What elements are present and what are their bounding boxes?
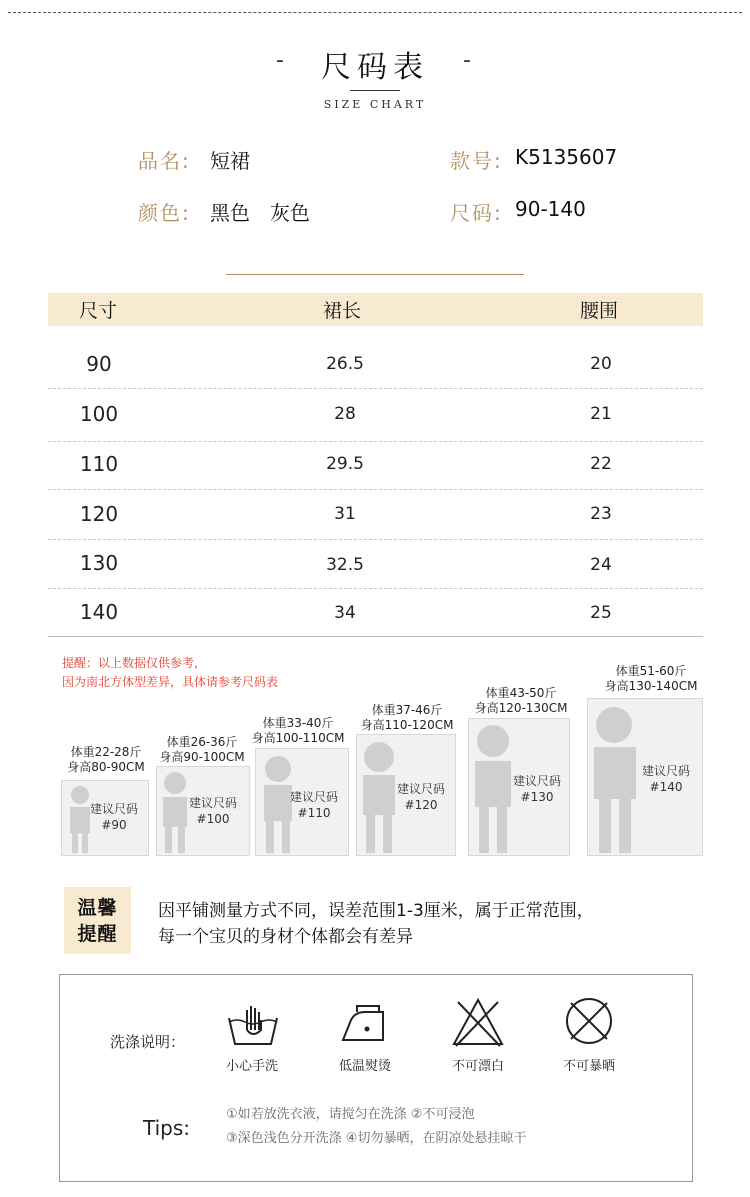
kid-weight: 体重33-40斤 bbox=[262, 716, 334, 730]
row-divider bbox=[48, 539, 703, 540]
no-sun-dry-label: 不可暴晒 bbox=[562, 1059, 615, 1074]
kid-height: 身高90-100CM bbox=[159, 750, 245, 764]
kid-height: 身高80-90CM bbox=[67, 760, 145, 774]
kid-info-100 bbox=[152, 735, 252, 765]
tag-line-2: 提醒 bbox=[77, 923, 118, 945]
product-color-value: 黑色 灰色 bbox=[210, 201, 310, 225]
table-cell-length: 26.5 bbox=[326, 354, 364, 374]
kid-suggest-size: #120 bbox=[404, 798, 438, 812]
table-cell-size: 130 bbox=[79, 551, 119, 575]
kid-suggest-label: 建议尺码 bbox=[289, 790, 338, 804]
kid-card-90 bbox=[61, 780, 149, 856]
kid-weight: 体重37-46斤 bbox=[371, 703, 443, 717]
kid-card-130 bbox=[468, 718, 570, 856]
kid-info-140 bbox=[593, 664, 709, 694]
no-bleach-label: 不可漂白 bbox=[451, 1059, 504, 1074]
note-line-1: 因平铺测量方式不同，误差范围1-3厘米，属于正常范围， bbox=[158, 901, 594, 921]
row-divider bbox=[48, 388, 703, 389]
kid-card-140 bbox=[587, 698, 703, 856]
table-cell-size: 140 bbox=[79, 600, 119, 624]
low-iron-label: 低温熨烫 bbox=[338, 1059, 391, 1074]
kid-suggest-label: 建议尺码 bbox=[188, 796, 237, 810]
kid-suggest bbox=[84, 801, 144, 833]
product-name-value: 短裙 bbox=[210, 149, 250, 173]
table-cell-size: 110 bbox=[79, 452, 119, 476]
kid-info-90 bbox=[56, 745, 156, 775]
table-cell-length: 32.5 bbox=[326, 555, 364, 575]
kid-card-110 bbox=[255, 748, 349, 856]
tips-line-2: ③深色浅色分开洗涤 ④切勿暴晒，在阴凉处悬挂晾干 bbox=[226, 1131, 527, 1146]
product-code-label: 款号: bbox=[450, 149, 503, 173]
kid-weight: 体重51-60斤 bbox=[615, 664, 687, 678]
kid-suggest-size: #110 bbox=[297, 806, 331, 820]
table-header-skirt-length: 裙长 bbox=[323, 300, 362, 322]
table-header-waist: 腰围 bbox=[580, 300, 619, 322]
kid-suggest-label: 建议尺码 bbox=[396, 782, 445, 796]
table-cell-waist: 20 bbox=[590, 354, 612, 374]
kid-suggest bbox=[183, 795, 243, 827]
page-title: 尺码表 bbox=[321, 50, 429, 85]
reminder-line-2: 因为南北方体型差异，具体请参考尺码表 bbox=[62, 675, 279, 689]
table-header-size: 尺寸 bbox=[79, 300, 118, 322]
table-cell-length: 29.5 bbox=[326, 454, 364, 474]
tips-label: Tips: bbox=[143, 1116, 191, 1140]
kid-weight: 体重22-28斤 bbox=[70, 745, 142, 759]
table-cell-length: 28 bbox=[334, 404, 356, 424]
product-color-label: 颜色: bbox=[138, 201, 191, 225]
row-divider bbox=[48, 588, 703, 589]
kid-suggest-label: 建议尺码 bbox=[89, 802, 138, 816]
section-divider bbox=[226, 274, 524, 275]
title-dash-left: - bbox=[276, 48, 284, 73]
kid-suggest bbox=[634, 763, 698, 795]
kid-info-120 bbox=[352, 703, 462, 733]
row-divider bbox=[48, 489, 703, 490]
kid-info-130 bbox=[466, 686, 576, 716]
no-bleach-icon bbox=[450, 996, 506, 1048]
reminder-line-1: 提醒：以上数据仅供参考， bbox=[62, 656, 207, 670]
care-label: 洗涤说明： bbox=[110, 1033, 186, 1051]
row-divider bbox=[48, 441, 703, 442]
table-cell-waist: 24 bbox=[590, 555, 612, 575]
table-cell-size: 120 bbox=[79, 502, 119, 526]
kid-suggest-size: #140 bbox=[649, 780, 683, 794]
product-name-label: 品名: bbox=[138, 149, 191, 173]
kid-card-100 bbox=[156, 766, 250, 856]
kid-height: 身高130-140CM bbox=[604, 679, 698, 693]
product-size-label: 尺码: bbox=[450, 201, 503, 225]
kid-weight: 体重43-50斤 bbox=[485, 686, 557, 700]
table-cell-waist: 25 bbox=[590, 603, 612, 623]
product-size-value: 90-140 bbox=[515, 197, 586, 221]
kid-weight: 体重26-36斤 bbox=[166, 735, 238, 749]
table-cell-length: 31 bbox=[334, 504, 356, 524]
kid-height: 身高100-110CM bbox=[251, 731, 345, 745]
warm-reminder-tag-label bbox=[64, 895, 131, 947]
table-cell-size: 100 bbox=[79, 402, 119, 426]
title-underline bbox=[350, 90, 400, 91]
kid-card-120 bbox=[356, 734, 456, 856]
table-bottom-border bbox=[48, 636, 703, 637]
size-reminder bbox=[62, 654, 278, 692]
title-dash-right: - bbox=[463, 48, 471, 73]
kid-suggest-size: #100 bbox=[196, 812, 230, 826]
hand-wash-label: 小心手洗 bbox=[225, 1059, 278, 1074]
no-sun-dry-icon bbox=[562, 994, 616, 1048]
kid-height: 身高110-120CM bbox=[360, 718, 454, 732]
page-subtitle: SIZE CHART bbox=[323, 98, 427, 111]
kid-suggest bbox=[505, 773, 569, 805]
kid-suggest-size: #130 bbox=[520, 790, 554, 804]
kid-info-110 bbox=[244, 716, 352, 746]
product-code-value: K5135607 bbox=[515, 145, 618, 169]
kid-suggest-label: 建议尺码 bbox=[641, 764, 690, 778]
tag-line-1: 温馨 bbox=[77, 897, 118, 919]
table-cell-waist: 23 bbox=[590, 504, 612, 524]
low-iron-icon bbox=[337, 1002, 393, 1046]
kid-suggest-size: #90 bbox=[101, 818, 127, 832]
kid-height: 身高120-130CM bbox=[474, 701, 568, 715]
note-line-2: 每一个宝贝的身材个体都会有差异 bbox=[158, 927, 413, 947]
table-cell-length: 34 bbox=[334, 603, 356, 623]
top-dashed-border bbox=[8, 12, 742, 13]
kid-suggest bbox=[389, 781, 453, 813]
tips-line-1: ①如若放洗衣液，请搅匀在洗涤 ②不可浸泡 bbox=[226, 1107, 475, 1122]
table-cell-size: 90 bbox=[86, 352, 112, 376]
table-cell-waist: 22 bbox=[590, 454, 612, 474]
kid-suggest bbox=[284, 789, 344, 821]
table-cell-waist: 21 bbox=[590, 404, 612, 424]
hand-wash-icon bbox=[225, 1000, 281, 1048]
warm-reminder-text bbox=[158, 898, 594, 950]
kid-suggest-label: 建议尺码 bbox=[512, 774, 561, 788]
